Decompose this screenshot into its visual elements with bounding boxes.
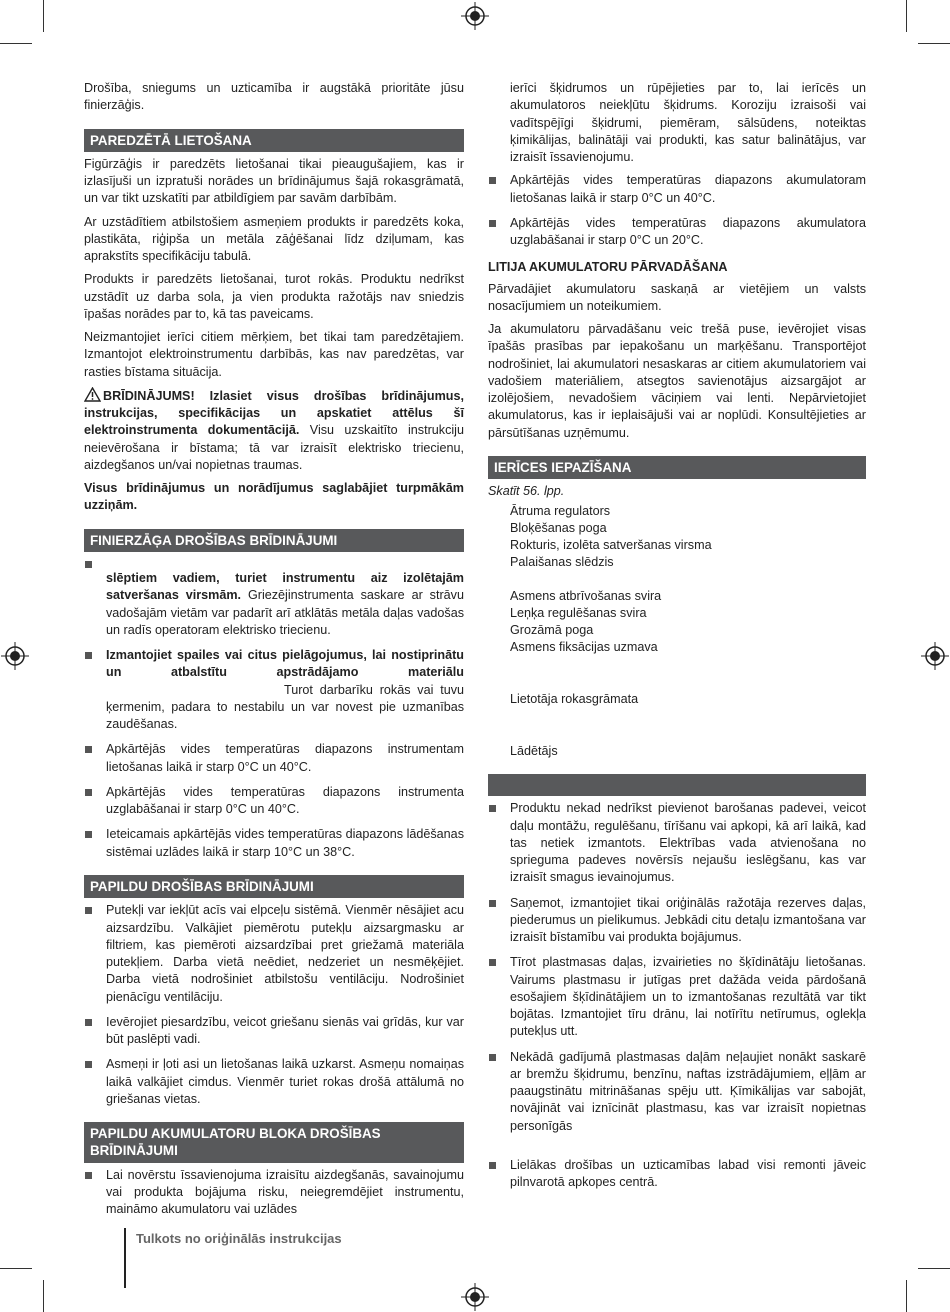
part-item: Leņķa regulēšanas svira — [510, 606, 647, 621]
list-item — [488, 800, 866, 886]
paragraph: Figūrzāģis ir paredzēts lietošanai tikai pieaugušajiem, kas ir izlasījuši un izpratuši norādes un brīdinājumus šajā rokasgrāmatā, un var tikt uzskatīti par atbildīgiem par savām darbībām. — [84, 156, 464, 206]
crop-mark-bl-v — [43, 1280, 44, 1312]
warning-text: Visu uzskaitīto instrukciju neievērošana ir bīstama; tā var izraisīt elektrisko triecienu, aizdegšanos un/vai nopietnas traumas. — [84, 423, 464, 472]
bullet-icon — [85, 1061, 92, 1068]
left-column — [84, 80, 464, 1227]
paragraph: Pārvadājiet akumulatoru saskaņā ar vietējiem un valsts nosacījumiem un noteikumiem. — [488, 281, 866, 313]
paragraph: Neizmantojiet ierīci citiem mērķiem, bet tikai tam paredzētajiem. Izmantojot elektroinstrumentu darbībās, kas nav paredzētas, var rasties bīstama situācija. — [84, 330, 464, 379]
bullet-icon — [489, 805, 496, 812]
registration-mark-icon — [461, 1283, 489, 1311]
list-item-bold: Izmantojiet spailes vai citus pielāgojumus, lai nostiprinātu un atbalstītu apstrādājamo materiālu — [106, 648, 464, 680]
keep-instructions — [84, 480, 464, 515]
bullet-icon — [489, 959, 496, 966]
list-item-text: Produktu nekad nedrīkst pievienot barošanas padevei, veicot daļu montāžu, regulēšanu, tīrīšanu vai apkopi, kā arī laikā, kad tas netiek izmantots. Elektrības vada atvienošana no sprieguma padeves novērsīs nejaušu ieslēgšanu, kas var izraisīt smagus ievainojumus. — [510, 801, 866, 885]
bullet-icon — [85, 1019, 92, 1026]
paragraph: Ar uzstādītiem atbilstošiem asmeņiem produkts ir paredzēts koka, plastikāta, riģipša un metāla zāģēšanai līdz dziļumam, kas aprakstīts specifikāciju tabulā. — [84, 214, 464, 264]
list-item-text: Asmeņi ir ļoti asi un lietošanas laikā uzkarst. Asmeņu nomaiņas laikā valkājiet cimdus. Vienmēr turiet rokas drošā attālumā no griešanas vietas. — [106, 1057, 464, 1106]
section-header-battery-safety: PAPILDU AKUMULATORU BLOKA DROŠĪBAS BRĪDINĀJUMI — [84, 1122, 464, 1163]
part-item: Ātruma regulators — [510, 504, 611, 519]
paragraph: Produkts ir paredzēts lietošanai, turot rokās. Produktu nedrīkst uzstādīt uz darba sola, ja vien produkta ražotājs nav sniedzis īpašas norādes par to, kā tas paveicams. — [84, 272, 464, 321]
list-item-text: Tīrot plastmasas daļas, izvairieties no šķīdinātāju lietošanas. Vairums plastmasu ir jutīgas pret dažāda veida pārdošanā esošajiem šķīdinātājiem un to izmantošanas rezultātā var tikt bojātas. Izmantojiet tīru drānu, lai notīrītu netīrumus, oglekļa putekļus utt. — [510, 955, 866, 1039]
list-item-text: Griezējinstrumenta saskare ar strāvu vadošajām vietām var padarīt arī atklātās metāla daļas vadošas un radīs operatoram elektrisko triecienu. — [106, 588, 464, 637]
list-item-text: Turot darbarīku rokās vai tuvu ķermenim, padara to nestabilu un var novest pie uzmanības zaudēšanas. — [106, 682, 464, 732]
list-item — [488, 1049, 866, 1135]
crop-mark-br-v — [906, 1280, 907, 1312]
bullet-icon — [85, 561, 92, 568]
bullet-icon — [85, 652, 92, 659]
bullet-icon — [489, 1054, 496, 1061]
list-item-text: Ieteicamais apkārtējās vides temperatūras diapazons lādēšanas sistēmai uzlādes laikā ir starp 10°C un 38°C. — [106, 827, 464, 859]
section-header-jigsaw-safety: FINIERZĀĢA DROŠĪBAS BRĪDINĀJUMI — [84, 529, 464, 552]
crop-mark-tr-v — [906, 0, 907, 32]
registration-mark-icon — [1, 642, 29, 670]
list-item — [84, 784, 464, 819]
list-item — [84, 1167, 464, 1219]
footer-text: Tulkots no oriģinālās instrukcijas — [136, 1231, 342, 1246]
bullet-icon — [489, 177, 496, 184]
maintenance-list — [488, 800, 866, 1191]
list-item-bold: slēptiem vadiem, turiet instrumentu aiz izolētajām satveršanas virsmām. — [106, 571, 464, 603]
bullet-icon — [489, 900, 496, 907]
list-item-text: Lielākas drošības un uzticamības labad visi remonti jāveic pilnvarotā apkopes centrā. — [510, 1157, 866, 1190]
list-item — [84, 741, 464, 776]
part-item: Rokturis, izolēta satveršanas virsma — [510, 538, 712, 553]
continued-paragraph: ierīci šķidrumos un rūpējieties par to, lai ierīcēs un akumulatoros neiekļūtu šķidrums. Koroziju izraisoši vai vadītspējīgi šķidrumi, piemēram, sālsūdens, noteiktas ķimikālijas, balinātāji vai produkti, kas satur balinātājus, var izraisīt īssavienojumu. — [510, 81, 866, 164]
crop-mark-tl-v — [43, 0, 44, 32]
list-item — [84, 647, 464, 733]
list-item — [84, 556, 464, 639]
crop-mark-bl-h — [0, 1268, 32, 1269]
list-item — [488, 1157, 866, 1192]
warning-paragraph — [84, 387, 464, 474]
part-item: Palaišanas slēdzis — [510, 555, 614, 570]
list-item — [488, 954, 866, 1040]
registration-mark-icon — [921, 642, 949, 670]
bullet-icon — [85, 907, 92, 914]
additional-safety-list — [84, 902, 464, 1108]
bullet-icon — [85, 1172, 92, 1179]
keep-bold-text: Visus brīdinājumus un norādījumus saglabājiet turpmākām uzziņām. — [84, 481, 464, 513]
bullet-icon — [489, 220, 496, 227]
part-item: Asmens atbrīvošanas svira — [510, 589, 662, 604]
section-header-intended-use: PAREDZĒTĀ LIETOŠANA — [84, 129, 464, 152]
list-item-text: Apkārtējās vides temperatūras diapazons akumulatoram lietošanas laikā ir starp 0°C un 40°C. — [510, 173, 866, 205]
part-item: Grozāmā poga — [510, 623, 594, 638]
part-item: Asmens fiksācijas uzmava — [510, 640, 658, 655]
bullet-icon — [85, 789, 92, 796]
crop-mark-tl-h — [0, 43, 32, 44]
paragraph: Ja akumulatoru pārvadāšanu veic trešā puse, ievērojiet visas īpašās prasības par iepakošanu un marķēšanu. Transportējot nodrošiniet, lai akumulatori nesaskaras ar citiem akumulatoriem vai vadošiem materiāliem, atsegtos savienotājus aizsargājot ar izolējošiem, nevadošiem vāciņiem vai lenti. Nepārvietojiet akumulatorus, kas ir ieplaisājuši vai ar noplūdi. Konsultējieties ar pārsūtīšanas uzņēmumu. — [488, 322, 866, 440]
section-header-maintenance — [488, 774, 866, 796]
crop-mark-br-h — [918, 1268, 950, 1269]
list-item — [84, 1056, 464, 1108]
section-header-get-to-know: IERĪCES IEPAZĪŠANA — [488, 456, 866, 479]
warning-triangle-icon — [84, 387, 101, 402]
section-header-additional-safety: PAPILDU DROŠĪBAS BRĪDINĀJUMI — [84, 875, 464, 898]
list-item-text: Putekļi var iekļūt acīs vai elpceļu sistēmā. Vienmēr nēsājiet acu aizsardzību. Valkājiet piemērotu putekļu aizsargmasku ar filtriem, kas piemēroti aizsardzībai pret griežamā materiāla putekļiem. Darba vietā neēdiet, nedzeriet un nesmēķējiet. Darba vietā nodrošiniet atbilstošu ventilāciju. Nodrošiniet pienācīgu ventilāciju. — [106, 903, 464, 1004]
bullet-icon — [85, 831, 92, 838]
list-item — [84, 902, 464, 1006]
list-item — [488, 215, 866, 250]
crop-mark-tr-h — [918, 43, 950, 44]
list-item — [84, 826, 464, 861]
list-item-text: Nekādā gadījumā plastmasas daļām neļaujiet nonākt saskarē ar bremžu šķidrumu, benzīnu, naftas izstrādājumiem, eļļām ar paaugstinātu mitrināšanas spēju utt. Ķīmikālijas var sabojāt, novājināt vai iznīcināt plastmasu, kas var izraisīt nopietnas personīgās — [510, 1049, 866, 1133]
intro-paragraph: Drošība, sniegums un uzticamība ir augstākā prioritāte jūsu finierzāģis. — [84, 81, 464, 113]
part-item: Lādētājs — [510, 744, 558, 759]
warning-bold-text: BRĪDINĀJUMS! Izlasiet visus drošības brīdinājumus, instrukcijas, specifikācijas un apskatiet attēlus šī elektroinstrumenta dokumentācijā. — [84, 388, 464, 438]
list-item-text: Apkārtējās vides temperatūras diapazons akumulatora uzglabāšanai ir starp 0°C un 20°C. — [510, 215, 866, 247]
list-item — [488, 172, 866, 207]
list-item-text: Apkārtējās vides temperatūras diapazons instrumenta uzglabāšanai ir starp 0°C un 40°C. — [106, 784, 464, 817]
bullet-icon — [85, 746, 92, 753]
parts-list — [488, 503, 866, 760]
list-item-text: Saņemot, izmantojiet tikai oriģinālās ražotāja rezerves daļas, piederumus un pielikumus. Jebkādi citu detaļu izmantošana var izraisīt bīstamību vai produkta bojājumus. — [510, 895, 866, 945]
registration-mark-icon — [461, 2, 489, 30]
part-item: Bloķēšanas poga — [510, 521, 607, 536]
battery-safety-list — [84, 1167, 464, 1219]
page-footer — [124, 1228, 342, 1288]
subheading-lithium-transport: LITIJA AKUMULATORU PĀRVADĀŠANA — [488, 260, 728, 275]
list-item-text: Ievērojiet piesardzību, veicot griešanu sienās vai grīdās, kur var būt paslēpti vadi. — [106, 1014, 464, 1047]
list-item — [84, 1014, 464, 1049]
jigsaw-safety-list — [84, 556, 464, 861]
see-page-reference: Skatīt 56. lpp. — [488, 484, 565, 499]
list-item-text: Apkārtējās vides temperatūras diapazons instrumentam lietošanas laikā ir starp 0°C un 40°C. — [106, 742, 464, 774]
part-item: Lietotāja rokasgrāmata — [510, 692, 639, 707]
battery-temperature-list — [488, 172, 866, 249]
list-item — [488, 895, 866, 947]
list-item-text: Lai novērstu īssavienojuma izraisītu aizdegšanās, savainojumu vai produkta bojājuma risku, neiegremdējiet instrumentu, maināmo akumulatoru vai uzlādes — [106, 1167, 464, 1217]
bullet-icon — [489, 1162, 496, 1169]
right-column — [488, 80, 866, 1199]
